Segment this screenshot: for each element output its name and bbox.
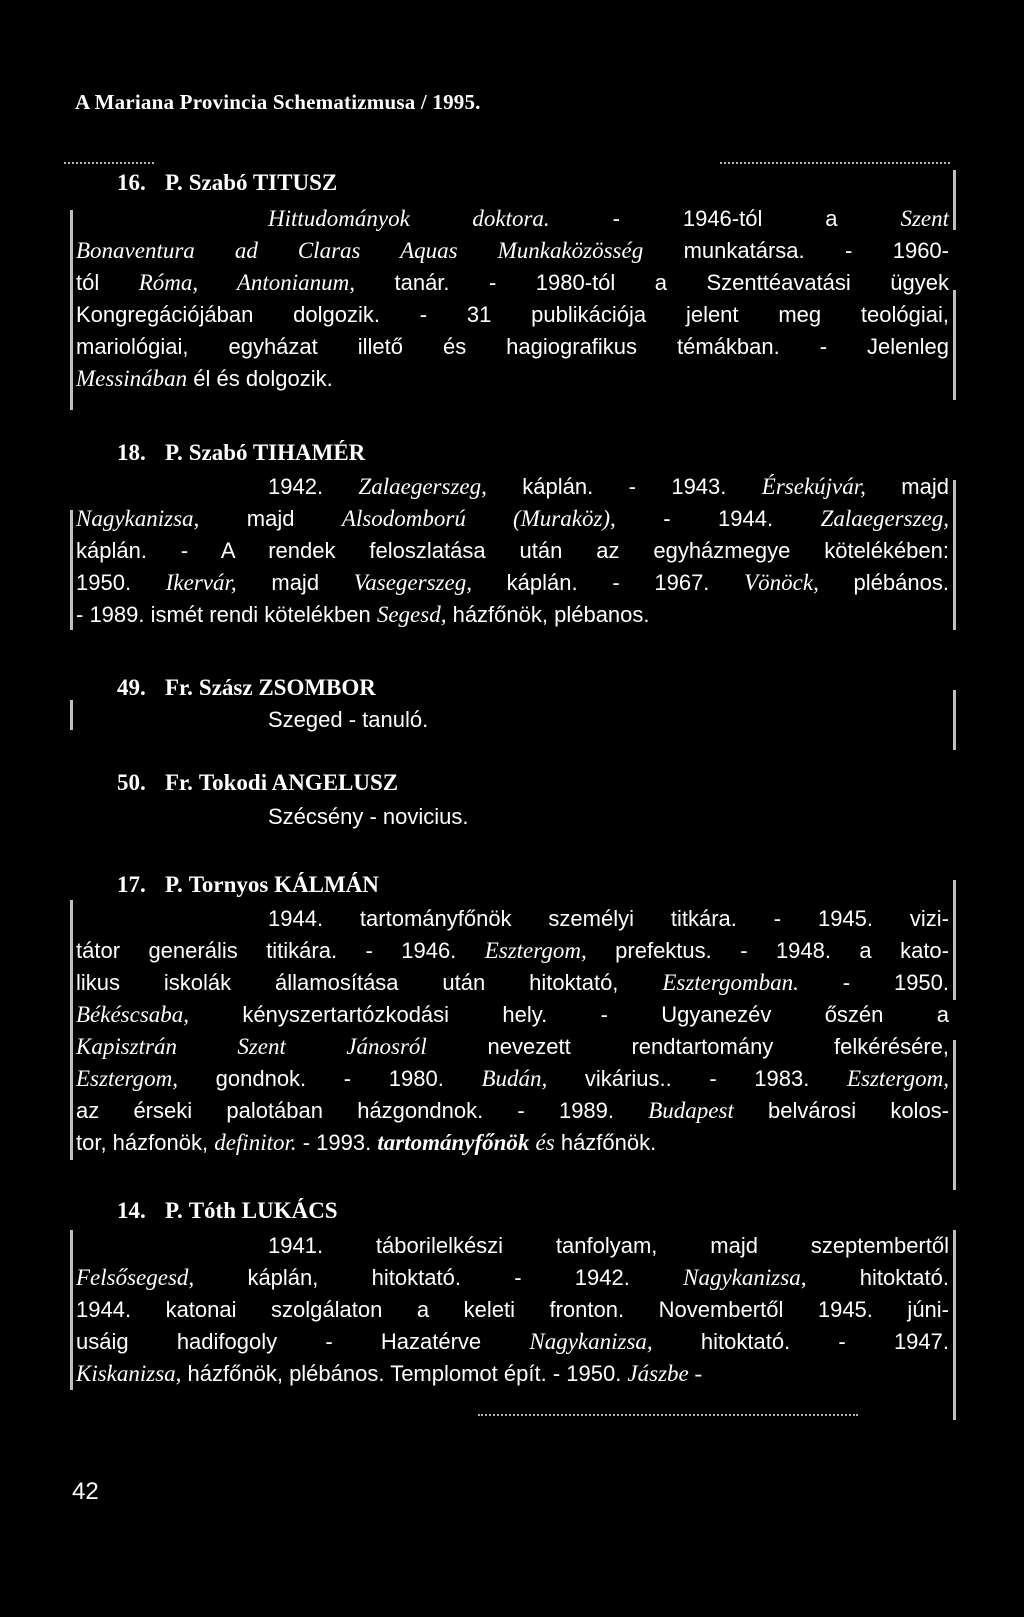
entry-line <box>76 1294 949 1325</box>
entry-line <box>76 967 949 998</box>
page-header: A Mariana Provincia Schematizmusa / 1995. <box>75 90 481 114</box>
top-dotted-rule-right <box>720 162 950 164</box>
right-margin-mark <box>953 690 956 750</box>
text-run: káplán, hitoktató. - 1942. <box>194 1265 684 1290</box>
right-margin-mark <box>953 170 956 230</box>
text-run: definitor. <box>214 1130 297 1155</box>
right-margin-mark <box>953 1230 956 1420</box>
text-run: plébános. <box>818 570 949 595</box>
entry-line <box>76 999 949 1030</box>
text-run: vikárius.. - 1983. <box>547 1066 847 1091</box>
text-run: mariológiai, egyházat illető és hagiografikus témákban. - Jelenleg <box>76 334 949 359</box>
text-run: kényszertartózkodási hely. - Ugyanezév őszén a <box>189 1002 949 1027</box>
text-run: tól <box>76 270 139 295</box>
text-run: Róma, Antonianum, <box>138 270 356 295</box>
text-run: káplán. - A rendek feloszlatása után az egyházmegye kötelékében: <box>76 538 949 563</box>
entry-title: P. <box>165 440 183 465</box>
text-run: Kapisztrán Szent Jánosról <box>76 1034 427 1059</box>
entry-line <box>76 599 949 630</box>
entry-line <box>76 1095 949 1126</box>
entry-line <box>76 535 949 566</box>
entry-name: Tornyos KÁLMÁN <box>188 872 379 897</box>
text-run: Nagykanizsa, <box>76 506 200 531</box>
text-run: Felsősegesd, <box>76 1265 195 1290</box>
entry-line <box>268 1230 949 1261</box>
text-run: Nagykanizsa, <box>529 1329 653 1354</box>
entry-title: Fr. <box>165 675 193 700</box>
text-run: Szécsény - novicius. <box>268 804 469 829</box>
entry-number: 17. <box>117 872 146 897</box>
entry-name: Tokodi ANGELUSZ <box>198 770 399 795</box>
entry-line <box>76 267 949 298</box>
text-run: Ikervár, <box>165 570 237 595</box>
text-run: tanár. - 1980-tól a Szenttéavatási ügyek <box>355 270 949 295</box>
entry-line <box>76 1127 949 1158</box>
text-run: és <box>535 1130 555 1155</box>
text-run: Zalaegerszeg, <box>358 474 487 499</box>
entry-name: Szabó TITUSZ <box>188 170 338 195</box>
text-run: munkatársa. - 1960- <box>643 238 949 263</box>
left-margin-mark <box>70 1230 73 1390</box>
text-run: Kiskanizsa, <box>76 1361 182 1386</box>
entry-name: Szabó TIHAMÉR <box>188 440 366 465</box>
entry-number: 16. <box>117 170 146 195</box>
text-run: Alsodomború (Muraköz), <box>341 506 616 531</box>
text-run: Zalaegerszeg, <box>820 506 949 531</box>
text-run: káplán. - 1967. <box>471 570 745 595</box>
text-run: 1942. <box>268 474 359 499</box>
text-run: hitoktató. <box>806 1265 950 1290</box>
text-run: belvárosi kolos- <box>733 1098 949 1123</box>
entry-heading <box>117 675 376 701</box>
entry-title: P. <box>165 872 183 897</box>
text-run: házfőnök. <box>554 1130 657 1155</box>
text-run: Jászbe - <box>627 1361 703 1386</box>
text-run: - 1989. ismét rendi kötelékben <box>76 602 377 627</box>
text-run: - 1946-tól a <box>549 206 901 231</box>
bottom-dotted-rule <box>478 1414 858 1416</box>
entry-line <box>76 1031 949 1062</box>
text-run: nevezett rendtartomány felkérésére, <box>426 1034 949 1059</box>
entry-line <box>268 801 949 832</box>
text-run: prefektus. - 1948. a kato- <box>586 938 949 963</box>
entry-heading <box>117 1198 338 1224</box>
top-dotted-rule <box>64 162 154 164</box>
text-run: Kongregációjában dolgozik. - 31 publikációja jelent meg teológiai, <box>76 302 949 327</box>
entry-line <box>76 235 949 266</box>
entry-heading <box>117 872 379 898</box>
right-margin-mark <box>953 880 956 1000</box>
text-run: likus iskolák államosítása után hitoktató, <box>76 970 663 995</box>
right-margin-mark <box>953 480 956 630</box>
right-margin-mark <box>953 290 956 400</box>
entry-line <box>76 1063 949 1094</box>
entry-number: 50. <box>117 770 146 795</box>
text-run: majd <box>199 506 342 531</box>
entry-line <box>268 471 949 502</box>
text-run: Érsekújvár, <box>761 474 866 499</box>
text-run: Budapest <box>648 1098 734 1123</box>
text-run: tor, házfonök, <box>76 1130 215 1155</box>
text-run: hitoktató. - 1947. <box>652 1329 950 1354</box>
text-run: gondnok. - 1980. <box>178 1066 482 1091</box>
text-run: - 1950. <box>798 970 950 995</box>
entry-line <box>76 363 949 394</box>
text-run: Vasegerszeg, <box>353 570 472 595</box>
text-run: házfőnök, plébanos. <box>446 602 650 627</box>
text-run: majd <box>865 474 949 499</box>
entry-line <box>76 935 949 966</box>
entry-line <box>76 1326 949 1357</box>
entry-number: 18. <box>117 440 146 465</box>
text-run: 1941. táborilelkészi tanfolyam, majd szeptembertől <box>268 1233 949 1258</box>
text-run: - 1993. <box>296 1130 378 1155</box>
text-run: házfőnök, plébános. Templomot épít. - 1950. <box>181 1361 628 1386</box>
entry-name: Szász ZSOMBOR <box>198 675 376 700</box>
text-run: Budán, <box>481 1066 548 1091</box>
entry-line <box>76 503 949 534</box>
text-run: Szent <box>900 206 949 231</box>
left-margin-mark <box>70 700 73 730</box>
page-number: 42 <box>72 1478 99 1505</box>
text-run: Vönöck, <box>744 570 819 595</box>
entry-number: 49. <box>117 675 146 700</box>
text-run: 1944. tartományfőnök személyi titkára. - 1945. vizi- <box>268 906 949 931</box>
entry-title: P. <box>165 1198 183 1223</box>
entry-heading <box>117 170 337 196</box>
text-run: él és dolgozik. <box>187 366 333 391</box>
left-margin-mark <box>70 510 73 630</box>
entry-line <box>76 1358 949 1389</box>
text-run: Segesd, <box>376 602 447 627</box>
text-run: Messinában <box>76 366 188 391</box>
text-run: 1950. <box>76 570 166 595</box>
left-margin-mark <box>70 900 73 1160</box>
text-run: tátor generális titikára. - 1946. <box>76 938 485 963</box>
text-run: Esztergom, <box>76 1066 179 1091</box>
entry-number: 14. <box>117 1198 146 1223</box>
text-run: usáig hadifogoly - Hazatérve <box>76 1329 530 1354</box>
entry-line <box>268 203 949 234</box>
entry-line <box>76 331 949 362</box>
entry-line <box>76 567 949 598</box>
entry-name: Tóth LUKÁCS <box>188 1198 338 1223</box>
text-run: Esztergomban. <box>662 970 799 995</box>
text-run: Nagykanizsa, <box>683 1265 807 1290</box>
text-run: - 1944. <box>615 506 821 531</box>
text-run: Bonaventura ad Claras Aquas Munkaközösség <box>76 238 644 263</box>
entry-line <box>76 299 949 330</box>
text-run: az érseki palotában házgondnok. - 1989. <box>76 1098 649 1123</box>
text-run: káplán. - 1943. <box>486 474 762 499</box>
text-run: Hittudományok doktora. <box>268 206 550 231</box>
text-run: Esztergom, <box>846 1066 949 1091</box>
text-run: Esztergom, <box>484 938 587 963</box>
text-run: tartományfőnök <box>377 1130 530 1155</box>
left-margin-mark <box>70 210 73 410</box>
entry-heading <box>117 770 398 796</box>
text-run: Szeged - tanuló. <box>268 707 429 732</box>
text-run: 1944. katonai szolgálaton a keleti fronton. Novembertől 1945. júni- <box>76 1297 949 1322</box>
entry-title: P. <box>165 170 183 195</box>
entry-line <box>76 1262 949 1293</box>
entry-title: Fr. <box>165 770 193 795</box>
text-run: majd <box>236 570 354 595</box>
entry-line <box>268 704 949 735</box>
entry-heading <box>117 440 365 466</box>
right-margin-mark <box>953 1040 956 1190</box>
entry-line <box>268 903 949 934</box>
text-run: Békéscsaba, <box>76 1002 190 1027</box>
